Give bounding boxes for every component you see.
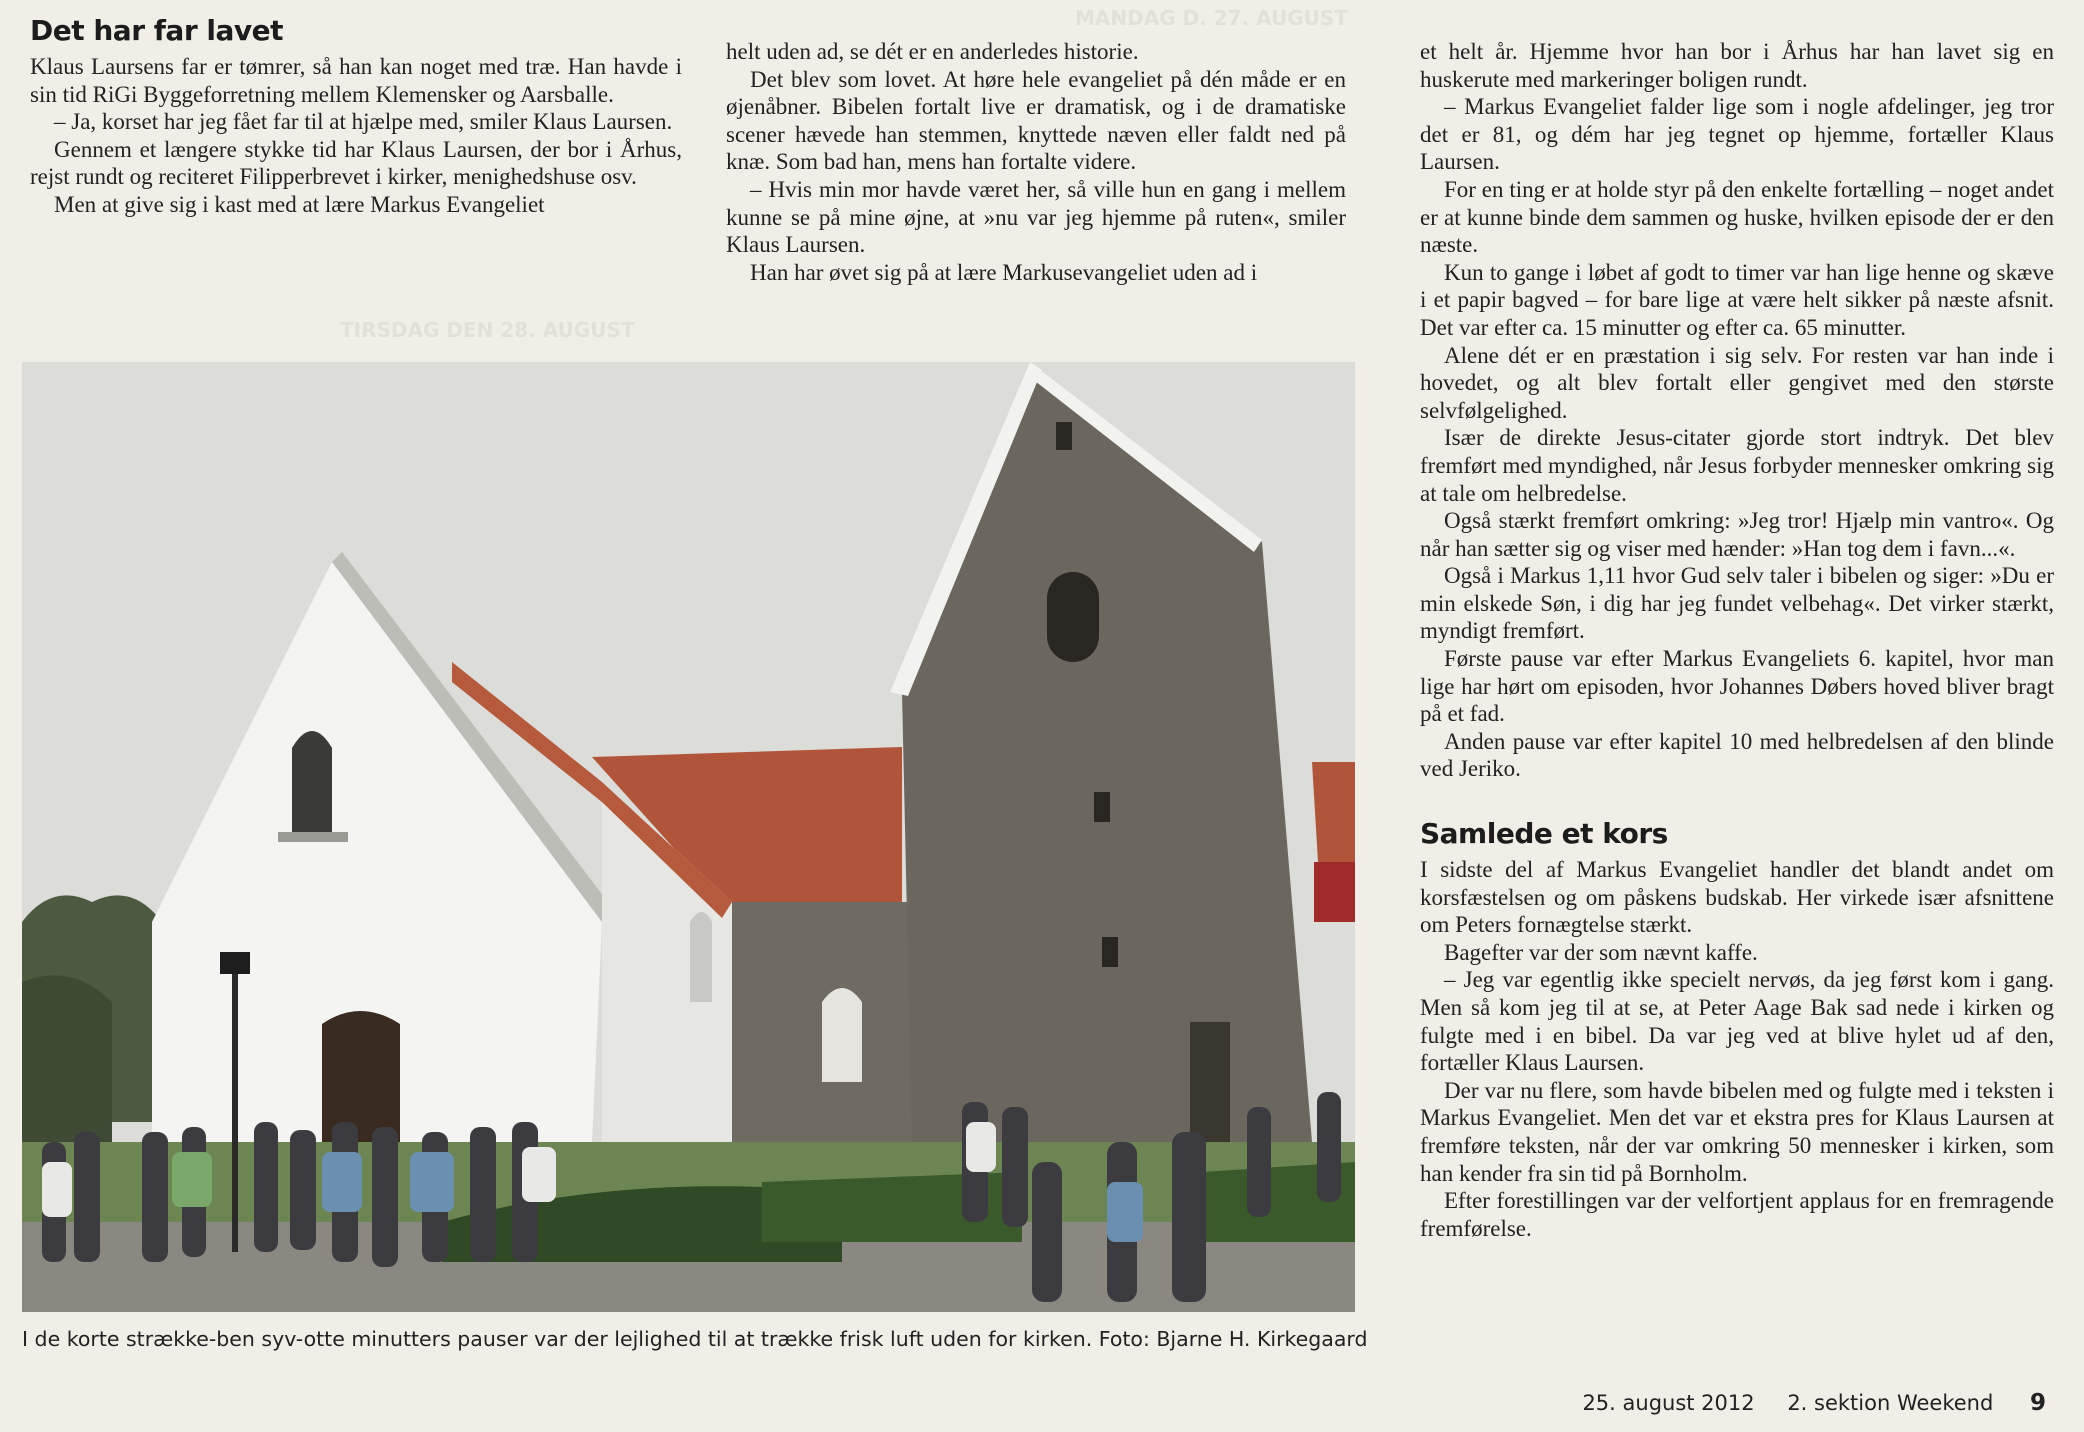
paragraph: Det blev som lovet. At høre hele evangeliet på dén måde er en øjenåbner. Bibelen fortalt live er dramatisk, og i de dramatiske scener hævede han stemmen, knyttede næven eller faldt ned på knæ. Som bad han, mens han fortalte videre. [726, 66, 1346, 175]
paragraph: – Ja, korset har jeg fået far til at hjælpe med, smiler Klaus Laursen. [54, 109, 673, 135]
church-photo [22, 362, 1355, 1312]
column-2 [726, 38, 1346, 286]
paragraph: Første pause var efter Markus Evangeliets 6. kapitel, hvor man lige har hørt om episoden, hvor Johannes Døbers hoved bliver bragt på et fad. [1420, 646, 2054, 727]
paragraph: et helt år. Hjemme hvor han bor i Århus har han lavet sig en huskerute med markeringer boligen rundt. [1420, 39, 2054, 92]
paragraph: For en ting er at holde styr på den enkelte fortælling – noget andet er at kunne binde dem sammen og huske, hvilken episode der er den næste. [1420, 176, 2054, 258]
paragraph: – Jeg var egentlig ikke specielt nervøs, da jeg først kom i gang. Men så kom jeg til at se, at Peter Aage Bak sad nede i kirken og fulgte med i en bibel. Da var jeg ved at blive hylet ud af den, fortæller Klaus Laursen. [1420, 967, 2054, 1076]
photo-caption: I de korte strække-ben syv-otte minutters pauser var der lejlighed til at trække frisk luft uden for kirken. Foto: Bjarne H. Kirkegaard [22, 1327, 1368, 1351]
paragraph: Bagefter var der som nævnt kaffe. [1444, 939, 1758, 965]
page-number: 9 [2029, 1390, 2046, 1416]
paragraph: Klaus Laursens far er tømrer, så han kan noget med træ. Han havde i sin tid RiGi Byggeforretning mellem Klemensker og Aarsballe. [30, 54, 682, 107]
paragraph: Også i Markus 1,11 hvor Gud selv taler i bibelen og siger: »Du er min elskede Søn, i dig har jeg fundet velbehag«. Det virker stærkt, myndigt fremført. [1420, 563, 2054, 644]
bleed-through-text: TIRSDAG DEN 28. AUGUST [340, 318, 635, 342]
paragraph: helt uden ad, se dét er en anderledes historie. [726, 39, 1139, 64]
paragraph: – Markus Evangeliet falder lige som i nogle afdelinger, jeg tror det er 81, og dém har jeg tegnet op hjemme, fortæller Klaus Laursen. [1420, 94, 2054, 175]
column-1 [30, 14, 682, 219]
paragraph: Der var nu flere, som havde bibelen med og fulgte med i teksten i Markus Evangeliet. Men det var et ekstra pres for Klaus Laursen at fremføre teksten, når der var omkring 50 mennesker i kirken, som han kender fra sin tid på Bornholm. [1420, 1077, 2054, 1186]
article-heading: Det har far lavet [30, 14, 284, 47]
paragraph: Alene dét er en præstation i sig selv. For resten var han inde i hovedet, og alt blev fortalt eller gengivet med den største selvfølgelighed. [1420, 342, 2054, 423]
bleed-through-text: MANDAG D. 27. AUGUST [1075, 6, 1348, 30]
paragraph: Han har øvet sig på at lære Markusevangeliet uden ad i [750, 259, 1258, 285]
paragraph: Også stærkt fremført omkring: »Jeg tror! Hjælp min vantro«. Og når han sætter sig og viser med hænder: »Han tog dem i favn...«. [1420, 508, 2054, 561]
footer-section: 2. sektion Weekend [1787, 1391, 1994, 1415]
paragraph: Gennem et længere stykke tid har Klaus Laursen, der bor i Århus, rejst rundt og reciteret Filipperbrevet i kirker, menighedshuse osv. [30, 136, 682, 190]
paragraph: Især de direkte Jesus-citater gjorde stort indtryk. Det blev fremført med myndighed, når Jesus forbyder mennesker omkring sig at tale om helbredelse. [1420, 425, 2054, 506]
column-3 [1420, 38, 2054, 1242]
paragraph: Efter forestillingen var der velfortjent applaus for en fremragende fremførelse. [1420, 1188, 2054, 1241]
paragraph: Men at give sig i kast med at lære Markus Evangeliet [54, 191, 545, 217]
page-footer [1556, 1390, 2046, 1416]
paragraph: I sidste del af Markus Evangeliet handler det blandt andet om korsfæstelsen og om påskens budskab. Her virkede især afsnittene om Peters fornægtelse stærkt. [1420, 857, 2054, 938]
paragraph: Kun to gange i løbet af godt to timer var han lige henne og skæve i et papir bagved – for bare lige at være helt sikker på næste afsnit. Det var efter ca. 15 minutter og efter ca. 65 minutter. [1420, 259, 2054, 340]
paragraph: – Hvis min mor havde været her, så ville hun en gang i mellem kunne se på mine øjne, at »nu var jeg hjemme på ruten«, smiler Klaus Laursen. [726, 176, 1346, 258]
paragraph: Anden pause var efter kapitel 10 med helbredelsen af den blinde ved Jeriko. [1420, 728, 2054, 782]
footer-date: 25. august 2012 [1582, 1391, 1755, 1415]
subheading: Samlede et kors [1420, 817, 1668, 851]
